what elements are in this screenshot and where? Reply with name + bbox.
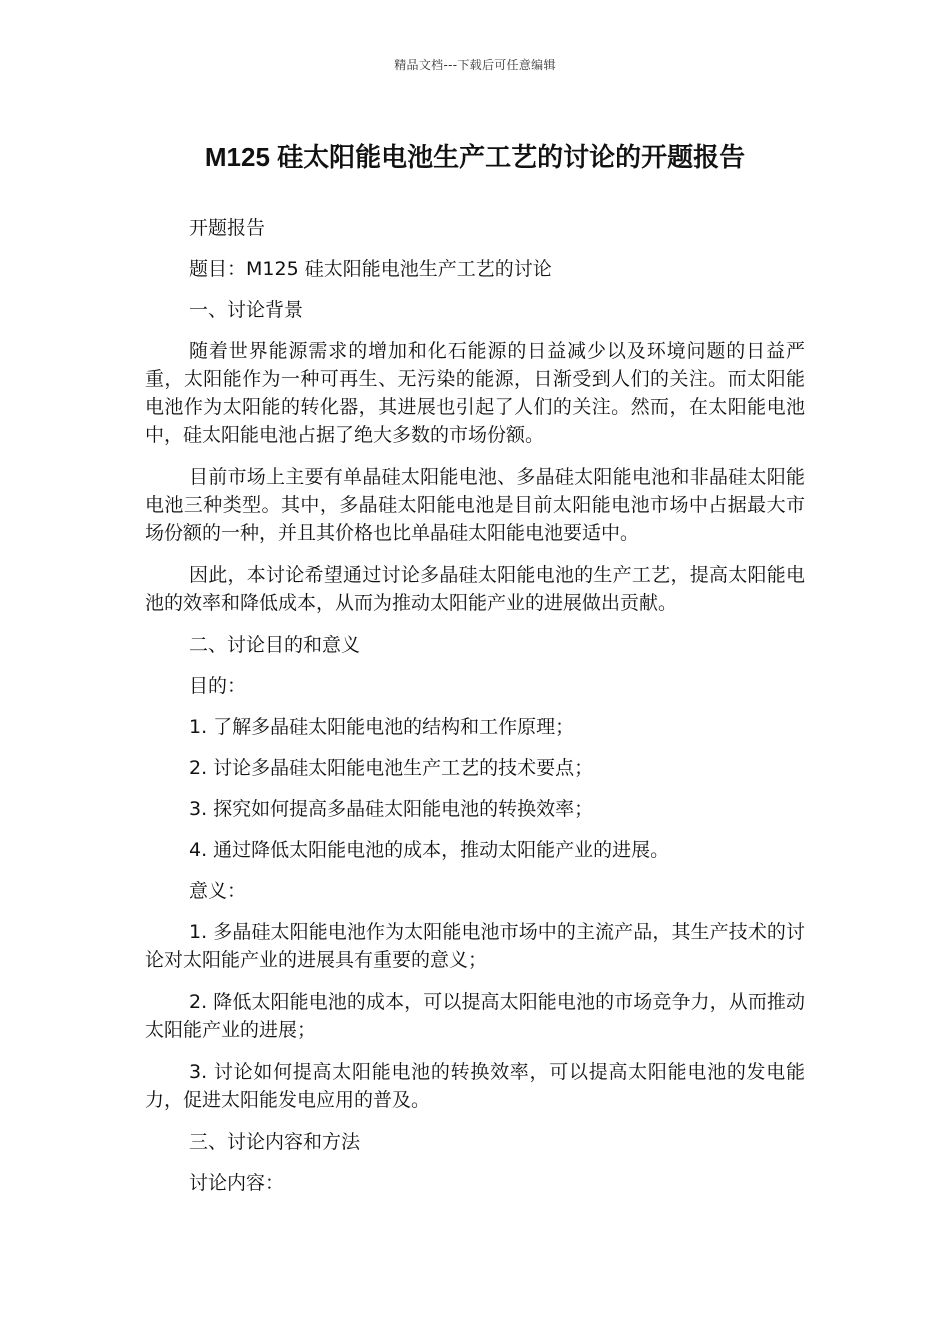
section-heading-purpose: 二、讨论目的和意义	[189, 634, 361, 656]
subheading-content: 讨论内容：	[189, 1172, 285, 1194]
section-heading-content-methods: 三、讨论内容和方法	[189, 1131, 361, 1153]
significance-item-1: 1. 多晶硅太阳能电池作为太阳能电池市场中的主流产品，其生产技术的讨论对太阳能产业的进展具有重要的意义；	[145, 921, 805, 971]
paragraph-background-3: 因此，本讨论希望通过讨论多晶硅太阳能电池的生产工艺，提高太阳能电池的效率和降低成本，从而为推动太阳能产业的进展做出贡献。	[145, 564, 805, 614]
purpose-item-3: 3. 探究如何提高多晶硅太阳能电池的转换效率；	[189, 798, 594, 820]
paragraph-report-label: 开题报告	[189, 217, 266, 239]
significance-item-3: 3. 讨论如何提高太阳能电池的转换效率，可以提高太阳能电池的发电能力，促进太阳能发电应用的普及。	[145, 1061, 805, 1111]
paragraph-background-1: 随着世界能源需求的增加和化石能源的日益减少以及环境问题的日益严重，太阳能作为一种可再生、无污染的能源，日渐受到人们的关注。而太阳能电池作为太阳能的转化器，其进展也引起了人们的关注。然而，在太阳能电池中，硅太阳能电池占据了绝大多数的市场份额。	[145, 340, 805, 446]
document-title: M125 硅太阳能电池生产工艺的讨论的开题报告	[204, 142, 746, 172]
significance-item-2: 2. 降低太阳能电池的成本，可以提高太阳能电池的市场竞争力，从而推动太阳能产业的进展；	[145, 991, 805, 1041]
paragraph-topic: 题目：M125 硅太阳能电池生产工艺的讨论	[189, 258, 552, 280]
header-note: 精品文档---下载后可任意编辑	[394, 58, 556, 72]
purpose-item-2: 2. 讨论多晶硅太阳能电池生产工艺的技术要点；	[189, 757, 594, 779]
purpose-item-1: 1. 了解多晶硅太阳能电池的结构和工作原理；	[189, 716, 575, 738]
section-heading-background: 一、讨论背景	[189, 299, 304, 321]
document-body	[145, 214, 805, 1210]
subheading-significance: 意义：	[189, 880, 247, 902]
subheading-purpose: 目的：	[189, 675, 247, 697]
paragraph-background-2: 目前市场上主要有单晶硅太阳能电池、多晶硅太阳能电池和非晶硅太阳能电池三种类型。其中，多晶硅太阳能电池是目前太阳能电池市场中占据最大市场份额的一种，并且其价格也比单晶硅太阳能电池要适中。	[145, 466, 805, 544]
purpose-item-4: 4. 通过降低太阳能电池的成本，推动太阳能产业的进展。	[189, 839, 670, 861]
